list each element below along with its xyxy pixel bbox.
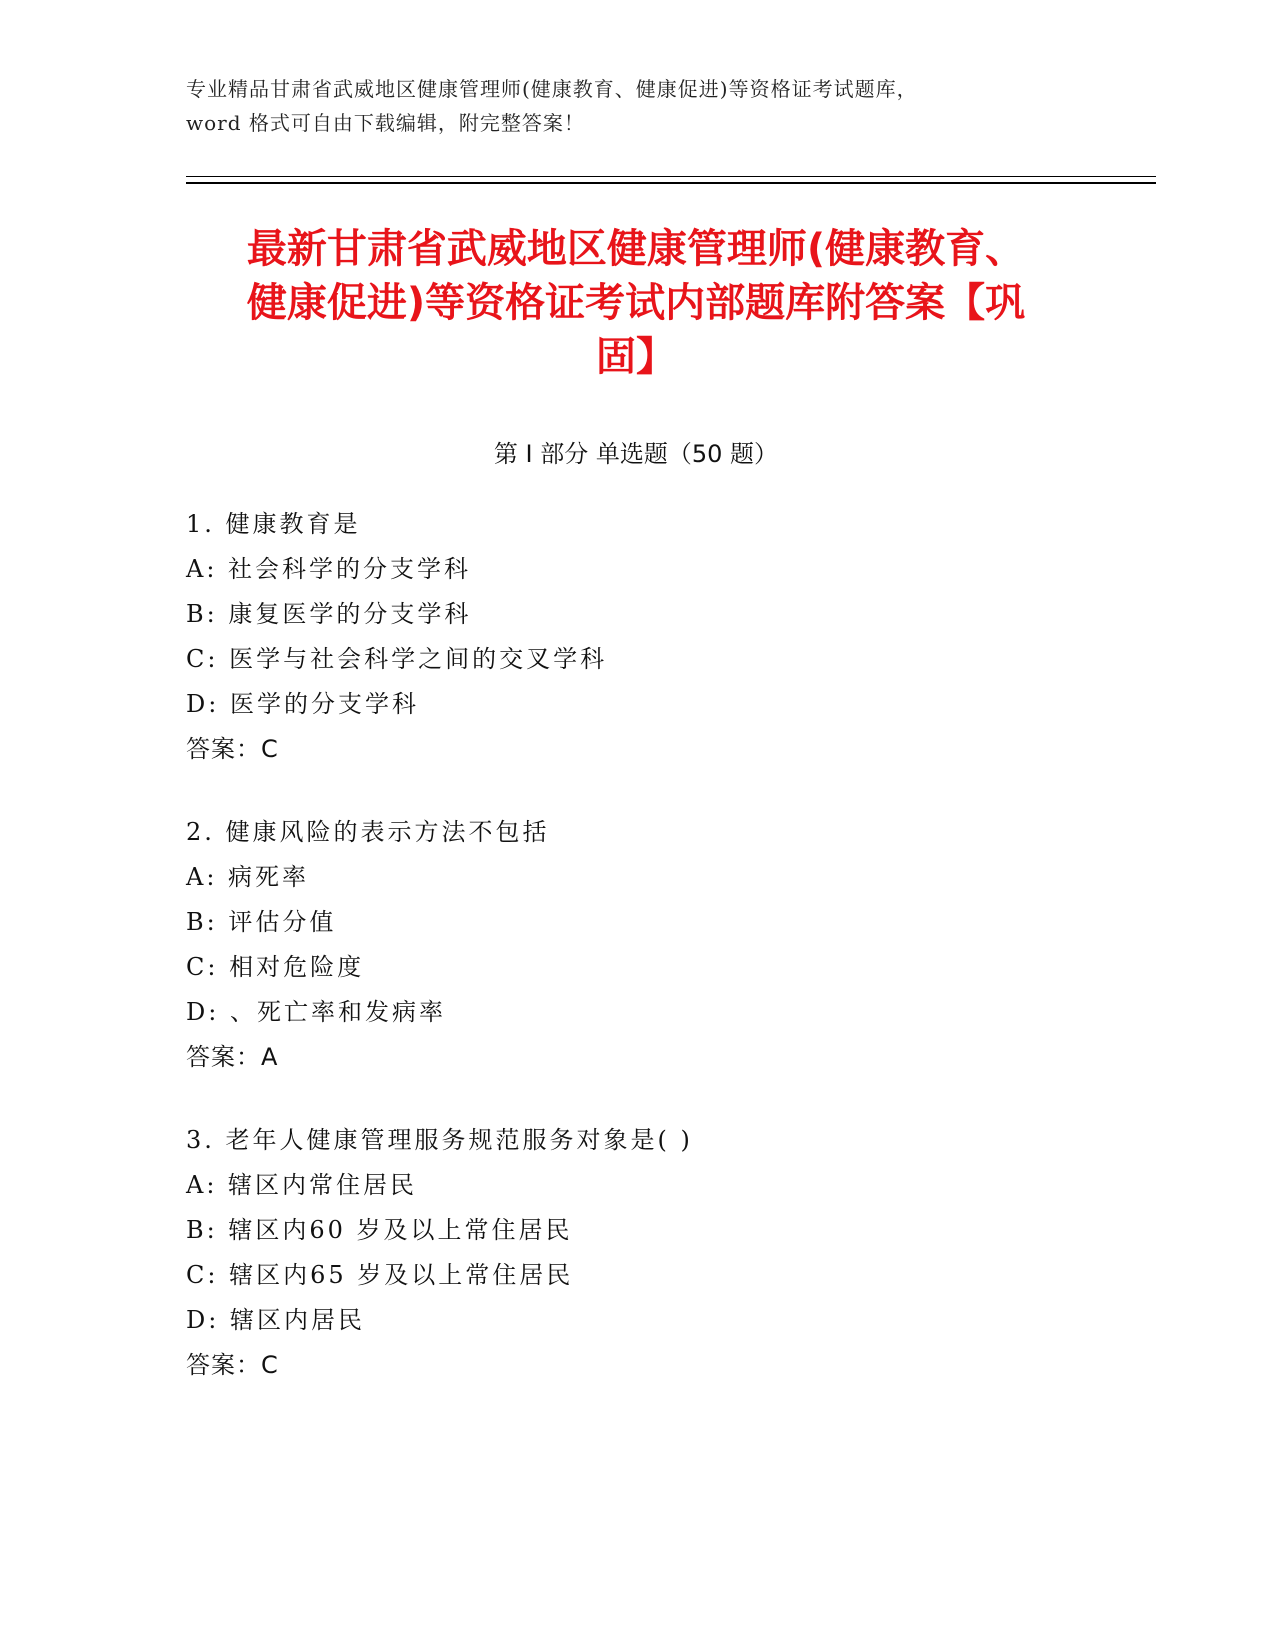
question-option-c: C: 相对危险度 (186, 953, 365, 981)
question-block-1 (186, 502, 1126, 772)
question-option-d: D: 医学的分支学科 (186, 690, 419, 718)
question-option-a: A: 社会科学的分支学科 (186, 555, 472, 583)
document-title-line-1: 最新甘肃省武威地区健康管理师(健康教育、 (246, 226, 1026, 272)
question-answer: 答案：C (186, 735, 279, 763)
question-option-a: A: 辖区内常住居民 (186, 1171, 418, 1199)
question-stem: 2. 健康风险的表示方法不包括 (186, 818, 550, 846)
question-option-b: B: 康复医学的分支学科 (186, 600, 472, 628)
question-option-c: C: 医学与社会科学之间的交叉学科 (186, 645, 608, 673)
header-note-line-1: 专业精品甘肃省武威地区健康管理师(健康教育、健康促进)等资格证考试题库， (186, 77, 918, 101)
question-answer: 答案：A (186, 1043, 279, 1071)
header-note (186, 72, 1086, 140)
question-option-c: C: 辖区内65 岁及以上常住居民 (186, 1261, 574, 1289)
document-title (186, 222, 1086, 384)
question-option-b: B: 评估分值 (186, 908, 337, 936)
document-title-line-2: 健康促进)等资格证考试内部题库附答案【巩 (246, 280, 1026, 326)
question-option-d: D: 、死亡率和发病率 (186, 998, 446, 1026)
question-option-a: A: 病死率 (186, 863, 310, 891)
document-title-line-3: 固】 (596, 334, 676, 380)
question-answer: 答案：C (186, 1351, 279, 1379)
question-option-d: D: 辖区内居民 (186, 1306, 365, 1334)
question-stem: 1. 健康教育是 (186, 510, 361, 538)
section-heading: 第 I 部分 单选题（50 题） (493, 440, 779, 468)
header-divider-thick (186, 182, 1156, 184)
header-divider-thin (186, 176, 1156, 177)
question-block-3 (186, 1118, 1126, 1388)
question-option-b: B: 辖区内60 岁及以上常住居民 (186, 1216, 573, 1244)
header-note-line-2: word 格式可自由下载编辑，附完整答案！ (186, 111, 585, 135)
question-block-2 (186, 810, 1126, 1080)
question-stem: 3. 老年人健康管理服务规范服务对象是( ) (186, 1126, 693, 1154)
